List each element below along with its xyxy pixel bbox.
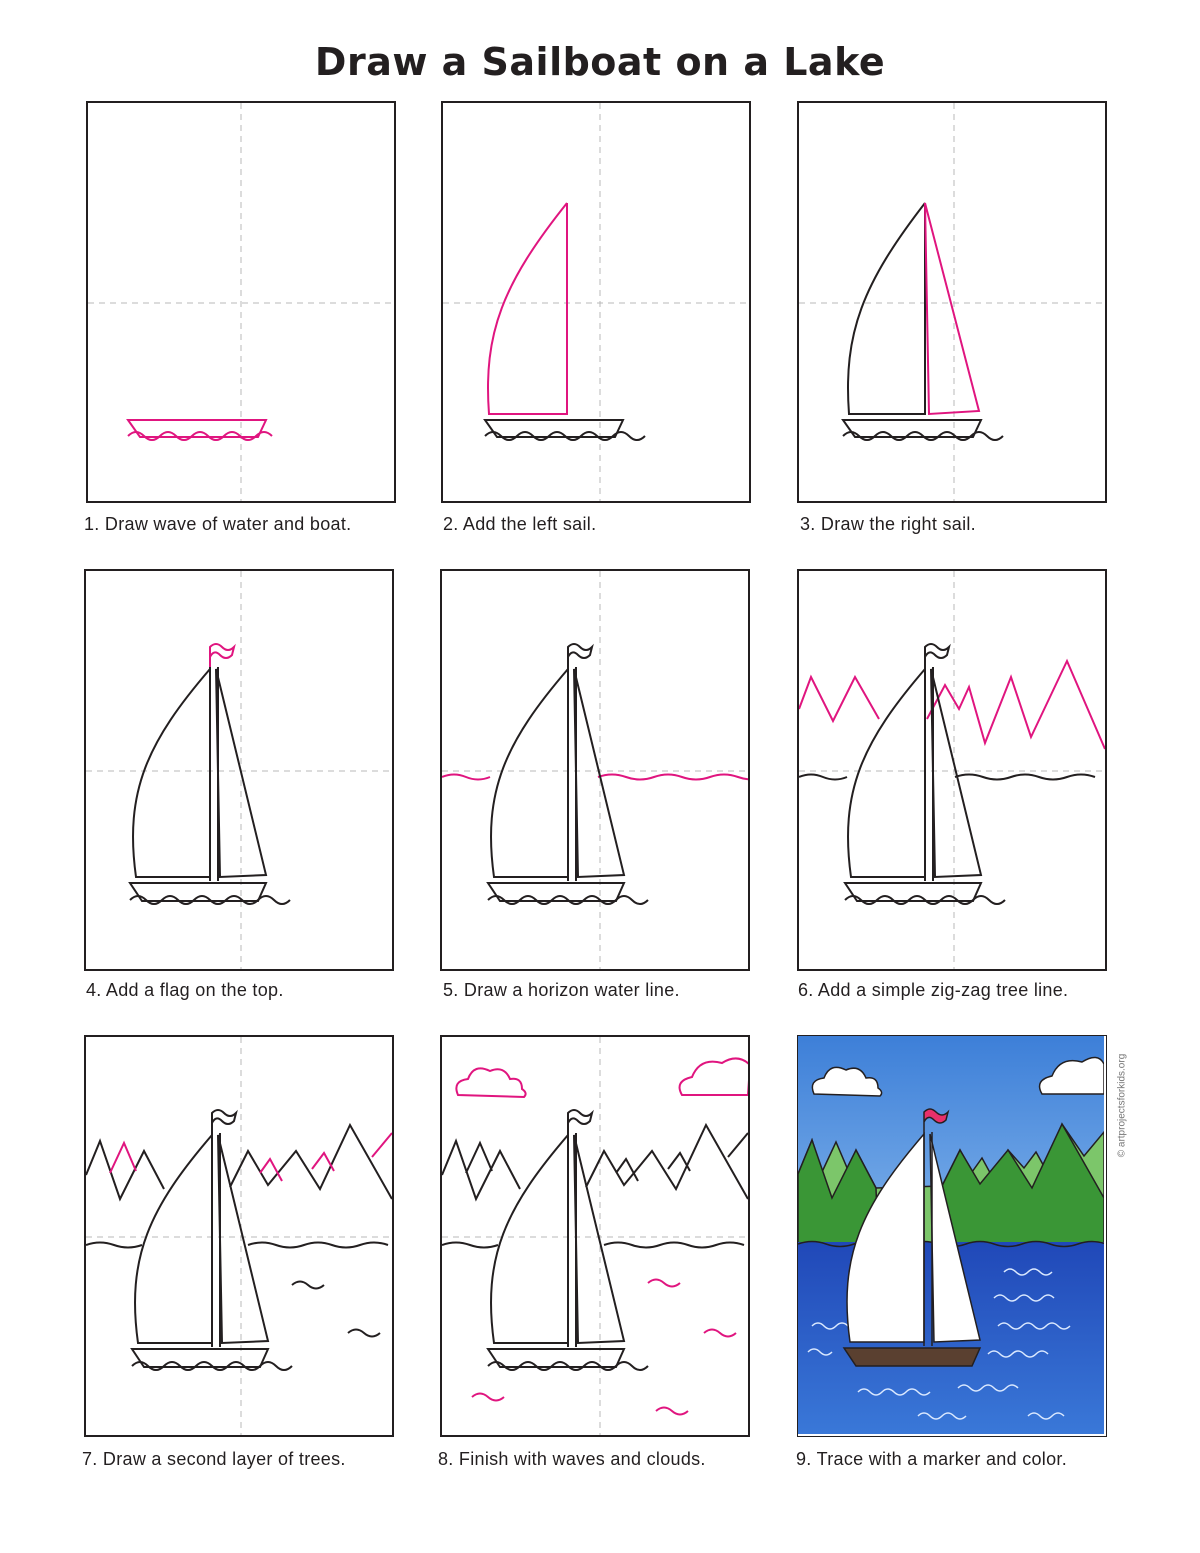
boat-hull — [132, 1349, 268, 1367]
left-sail — [133, 669, 210, 877]
tree-line — [799, 661, 1105, 749]
credit-text: © artprojectsforkids.org — [1116, 1053, 1128, 1158]
left-sail — [135, 1135, 212, 1343]
boat-hull — [485, 420, 623, 437]
flag — [210, 644, 234, 667]
step-4-panel — [84, 569, 394, 971]
boat-hull — [845, 883, 981, 901]
small-wave — [648, 1280, 680, 1287]
page-title: Draw a Sailboat on a Lake — [314, 40, 886, 84]
step-6-drawing — [799, 571, 1105, 969]
horizon-line — [442, 775, 748, 780]
right-sail — [218, 1135, 268, 1343]
horizon-line — [86, 1243, 388, 1248]
step-8-caption: 8. Finish with waves and clouds. — [438, 1449, 706, 1469]
right-sail — [925, 203, 979, 414]
left-sail — [491, 669, 568, 877]
credit-watermark — [1112, 1040, 1132, 1180]
boat-hull — [488, 1349, 624, 1367]
step-7-drawing — [86, 1037, 392, 1435]
step-1-drawing — [88, 103, 394, 501]
step-2-caption: 2. Add the left sail. — [443, 514, 597, 534]
left-sail — [848, 669, 925, 877]
boat-hull — [844, 1348, 980, 1366]
small-wave — [472, 1394, 504, 1401]
step-5-caption: 5. Draw a horizon water line. — [443, 980, 680, 1000]
boat-hull — [843, 420, 981, 437]
step-9-caption: 9. Trace with a marker and color. — [796, 1449, 1068, 1469]
left-sail — [848, 203, 925, 414]
step-5-drawing — [442, 571, 748, 969]
flag — [212, 1110, 236, 1133]
small-wave — [656, 1408, 688, 1415]
step-4-caption: 4. Add a flag on the top. — [86, 980, 284, 1000]
tree-line — [442, 1125, 748, 1199]
cloud — [680, 1058, 748, 1095]
step-2-drawing — [443, 103, 749, 501]
right-sail — [574, 669, 624, 877]
flag — [925, 644, 949, 667]
boat-hull — [488, 883, 624, 901]
flag — [568, 1110, 592, 1133]
step-8-panel — [440, 1035, 750, 1437]
cloud — [456, 1068, 525, 1097]
step-3-drawing — [799, 103, 1105, 501]
step-3-panel — [797, 101, 1107, 503]
step-1-caption: 1. Draw wave of water and boat. — [84, 514, 352, 534]
flag — [568, 644, 592, 667]
left-sail — [488, 203, 567, 414]
step-5-panel — [440, 569, 750, 971]
step-6-panel — [797, 569, 1107, 971]
boat-hull — [130, 883, 266, 901]
left-sail — [491, 1135, 568, 1343]
horizon-line — [799, 775, 1095, 780]
step-4-drawing — [86, 571, 392, 969]
step-1-panel — [86, 101, 396, 503]
step-9-painting — [798, 1036, 1104, 1434]
step-7-caption: 7. Draw a second layer of trees. — [82, 1449, 346, 1469]
boat-hull — [128, 420, 266, 437]
right-sail — [574, 1135, 624, 1343]
small-wave — [292, 1282, 324, 1289]
step-9-panel — [797, 1035, 1107, 1437]
step-2-panel — [441, 101, 751, 503]
step-6-caption: 6. Add a simple zig-zag tree line. — [798, 980, 1069, 1000]
small-wave — [704, 1330, 736, 1337]
step-7-panel — [84, 1035, 394, 1437]
small-wave — [348, 1330, 380, 1337]
horizon-line — [442, 1243, 744, 1248]
step-3-caption: 3. Draw the right sail. — [800, 514, 976, 534]
right-sail — [216, 669, 266, 877]
step-8-drawing — [442, 1037, 748, 1435]
